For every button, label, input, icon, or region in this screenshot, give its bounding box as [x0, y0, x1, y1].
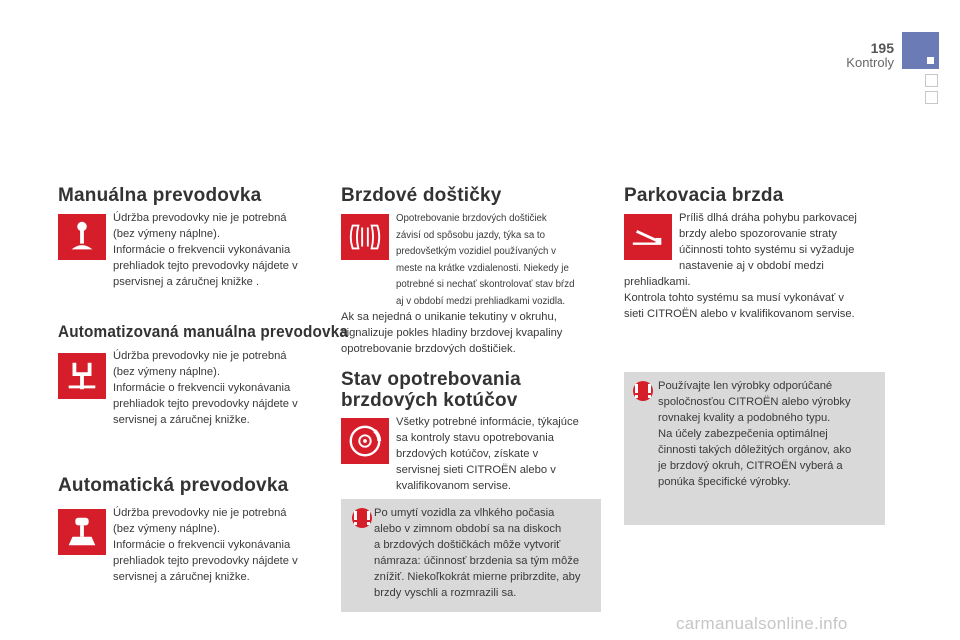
heading-brake-discs: Stav opotrebovania brzdových kotúčov	[341, 369, 521, 411]
text-brake-discs: Všetky potrebné informácie, týkajúce sa kontroly stavu opotrebovania brzdových kotúčov, získate v servisnej sieti CITROËN alebo v kvalifikovanom servise.	[396, 416, 579, 492]
automatic-gear-selector-icon	[58, 509, 106, 555]
text-manual-gearbox: Údržba prevodovky nie je potrebná (bez výmeny náplne). Informácie o frekvencii vykonávania prehliadok tejto prevodovky nájdete v pservisnej a záručnej knižke .	[113, 212, 298, 288]
page-number: 195	[870, 40, 894, 56]
section-title: Kontroly	[846, 55, 894, 70]
text-parking-brake: prehliadkami. Kontrola tohto systému sa musí vykonávať v sieti CITROËN alebo v kvalifikovanom servise.	[624, 276, 855, 320]
chapter-tab	[925, 91, 938, 104]
parking-brake-icon	[624, 214, 672, 260]
heading-automated-manual-gearbox: Automatizovaná manuálna prevodovka	[58, 322, 349, 341]
warning-text-products: Používajte len výrobky odporúčané spoločnosťou CITROËN alebo výrobky rovnakej kvality a podobného typu. Na účely zabezpečenia optimálnej činnosti takých dôležitých orgánov, ako je brzdový okruh, CITROËN vyberá a ponúka špecifické výrobky.	[658, 380, 852, 488]
heading-manual-gearbox: Manuálna prevodovka	[58, 185, 262, 206]
warning-box-products	[624, 372, 885, 525]
exclamation-warning-icon	[630, 380, 656, 402]
brake-disc-icon	[341, 418, 389, 464]
heading-automatic-gearbox: Automatická prevodovka	[58, 475, 289, 496]
chapter-tab-active	[902, 32, 939, 69]
watermark: carmanualsonline.info	[676, 614, 848, 633]
exclamation-warning-icon	[349, 507, 375, 529]
sequential-gear-lever-icon	[58, 353, 106, 399]
chapter-tab	[925, 74, 938, 87]
warning-box-washing	[341, 499, 601, 612]
text-brake-pads-intro: Opotrebovanie brzdových doštičiek závisí od spôsobu jazdy, týka sa to predovšetkým vozidiel používaných v meste na krátke vzdialenosti. Niekedy je potrebné si nechať skontrolovať stav bŕzd aj v období medzi prehliadkami vozidla.	[396, 213, 575, 307]
warning-text-washing: Po umytí vozidla za vlhkého počasia alebo v zimnom období sa na diskoch a brzdových doštičkách môže vytvoriť námraza: účinnosť brzdenia sa tým môže znížiť. Niekoľkokrát mierne pribrzdite, aby brzdy vyschli a rozmrazili sa.	[374, 507, 581, 599]
gear-lever-icon	[58, 214, 106, 260]
brake-pads-icon	[341, 214, 389, 260]
heading-brake-pads: Brzdové doštičky	[341, 185, 502, 206]
text-brake-pads: Ak sa nejedná o unikanie tekutiny v okruhu, signalizuje pokles hladiny brzdovej kvapaliny opotrebovanie brzdových doštičiek.	[341, 311, 563, 355]
text-parking-brake-intro: Príliš dlhá dráha pohybu parkovacej brzdy alebo spozorovanie straty účinnosti tohto systému si vyžaduje nastavenie aj v období medzi	[679, 212, 857, 272]
text-automated-manual-gearbox: Údržba prevodovky nie je potrebná (bez výmeny náplne). Informácie o frekvencii vykonávania prehliadok tejto prevodovky nájdete v servisnej a záručnej knižke.	[113, 350, 298, 426]
text-automatic-gearbox: Údržba prevodovky nie je potrebná (bez výmeny náplne). Informácie o frekvencii vykonávania prehliadok tejto prevodovky nájdete v servisnej a záručnej knižke.	[113, 507, 298, 583]
heading-parking-brake: Parkovacia brzda	[624, 185, 784, 206]
